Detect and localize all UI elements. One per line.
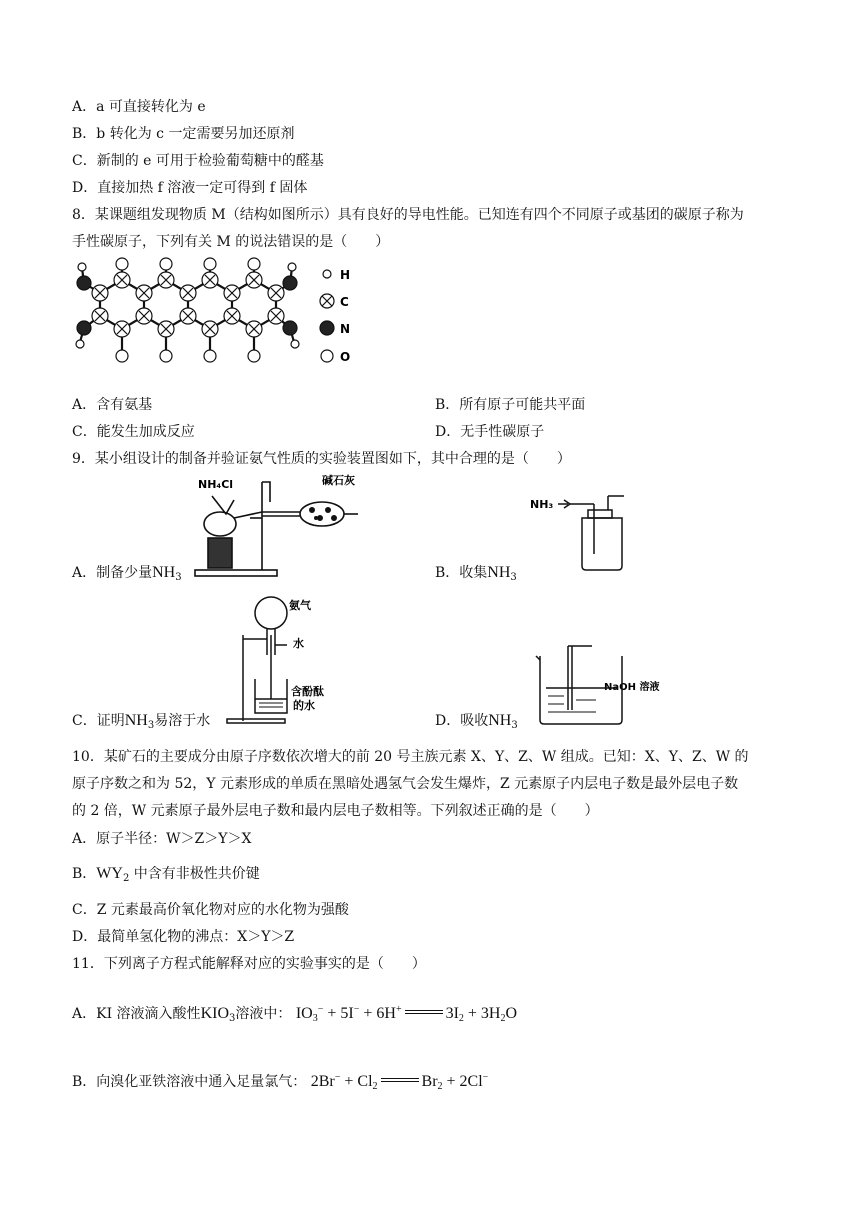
q8-stem-line1: 8．某课题组发现物质 M（结构如图所示）具有良好的导电性能。已知连有四个不同原子或基团的碳原子称为 <box>72 207 744 223</box>
q11-option-a-label: A．KI 溶液滴入酸性 <box>72 1006 201 1022</box>
q9-option-d-sub3: 3 <box>511 720 518 731</box>
q7-option-b: B．b 转化为 c 一定需要另加还原剂 <box>72 126 295 142</box>
q10-option-b-text: 中含有非极性共价键 <box>129 866 260 882</box>
legend-label-c: C <box>340 295 349 309</box>
q9-option-a <box>72 563 182 588</box>
q9-option-d-nh: NH <box>488 712 512 729</box>
q9-option-c-suffix: 易溶于水 <box>154 713 211 729</box>
q9-option-c-sub3: 3 <box>147 720 155 731</box>
q9-option-c-nh: NH <box>124 712 148 729</box>
q9-stem: 9．某小组设计的制备并验证氨气性质的实验装置图如下，其中合理的是（ ） <box>72 451 571 467</box>
q11-option-b-equation: $2Br^- + Cl_2$ $Br_2 + 2Cl^-$ <box>310 1072 489 1092</box>
q7-option-c: C．新制的 e 可用于检验葡萄糖中的醛基 <box>72 153 324 169</box>
q11-stem: 11．下列离子方程式能解释对应的实验事实的是（ ） <box>72 956 426 972</box>
q9-option-c-label: C．证明 <box>72 713 125 729</box>
apparatus-c-fountain-figure <box>225 595 325 725</box>
q10-option-a: A．原子半径：W＞Z＞Y＞X <box>72 831 252 847</box>
q10-stem-line3: 的 2 倍，W 元素原子最外层电子数和最内层电子数相等。下列叙述正确的是（ ） <box>72 803 599 819</box>
label-nh4cl: NH₄Cl <box>198 478 234 491</box>
q9-option-d-label: D．吸收 <box>435 713 489 729</box>
q9-option-b-sub3: 3 <box>510 572 517 583</box>
q8-option-c: C．能发生加成反应 <box>72 424 195 440</box>
molecule-m-structure-figure <box>70 258 370 383</box>
q10-option-b <box>72 864 260 889</box>
label-phenolphthalein-1: 含酚酞 <box>291 685 324 698</box>
legend-label-o: O <box>340 350 351 364</box>
q10-option-b-formula: WY <box>96 865 123 882</box>
label-naoh-solution: NaOH 溶液 <box>604 682 660 693</box>
q10-stem-line2: 原子序数之和为 52，Y 元素形成的单质在黑暗处遇氢气会发生爆炸，Z 元素原子内层电子数是最外层电子数 <box>72 776 739 792</box>
q11-option-b-label: B．向溴化亚铁溶液中通入足量氯气： <box>72 1074 307 1090</box>
legend-label-n: N <box>340 322 351 336</box>
q9-option-c <box>72 711 210 736</box>
apparatus-a-preparation-figure <box>190 474 380 578</box>
q9-option-a-sub3: 3 <box>175 572 182 583</box>
q10-option-d: D．最简单氢化物的沸点：X＞Y＞Z <box>72 929 295 945</box>
q11-option-a-kio: KIO <box>200 1005 229 1022</box>
q9-option-b <box>435 563 517 588</box>
q8-option-b: B．所有原子可能共平面 <box>435 397 586 413</box>
label-nh3-arrow: NH₃ <box>530 498 554 511</box>
q11-option-a <box>72 1000 517 1029</box>
label-water: 水 <box>293 637 304 650</box>
q10-option-c: C．Z 元素最高价氧化物对应的水化物为强酸 <box>72 902 349 918</box>
q10-option-b-label: B． <box>72 866 97 882</box>
apparatus-b-collection-figure <box>528 490 638 574</box>
q9-option-a-label: A．制备少量 <box>72 565 153 581</box>
q11-option-a-kio-sub: 3 <box>229 1013 236 1024</box>
q10-stem-line1: 10．某矿石的主要成分由原子序数依次增大的前 20 号主族元素 X、Y、Z、W 组成。已知：X、Y、Z、W 的 <box>72 749 749 765</box>
label-ammonia: 氨气 <box>289 599 311 612</box>
q9-option-d <box>435 711 518 736</box>
q8-option-a: A．含有氨基 <box>72 397 153 413</box>
q8-stem-line2: 手性碳原子，下列有关 M 的说法错误的是（ ） <box>72 234 390 250</box>
q11-option-a-label2: 溶液中： <box>235 1006 292 1022</box>
label-soda-lime: 碱石灰 <box>322 474 355 487</box>
q9-option-a-nh: NH <box>152 564 176 581</box>
q11-option-a-equation: $IO_3^- + 5I^- + 6H^+$ $3I_2 + 3H_2O$ <box>295 1004 518 1024</box>
q9-option-b-label: B．收集 <box>435 565 488 581</box>
legend-label-h: H <box>340 268 351 282</box>
q11-option-b <box>72 1068 488 1097</box>
q8-option-d: D．无手性碳原子 <box>435 424 545 440</box>
q7-option-d: D．直接加热 f 溶液一定可得到 f 固体 <box>72 180 308 196</box>
apparatus-d-absorption-figure <box>532 644 660 726</box>
q10-option-b-sub: 2 <box>122 873 130 884</box>
q9-option-b-nh: NH <box>487 564 511 581</box>
q7-option-a: A．a 可直接转化为 e <box>72 99 206 115</box>
label-phenolphthalein-2: 的水 <box>293 699 315 712</box>
